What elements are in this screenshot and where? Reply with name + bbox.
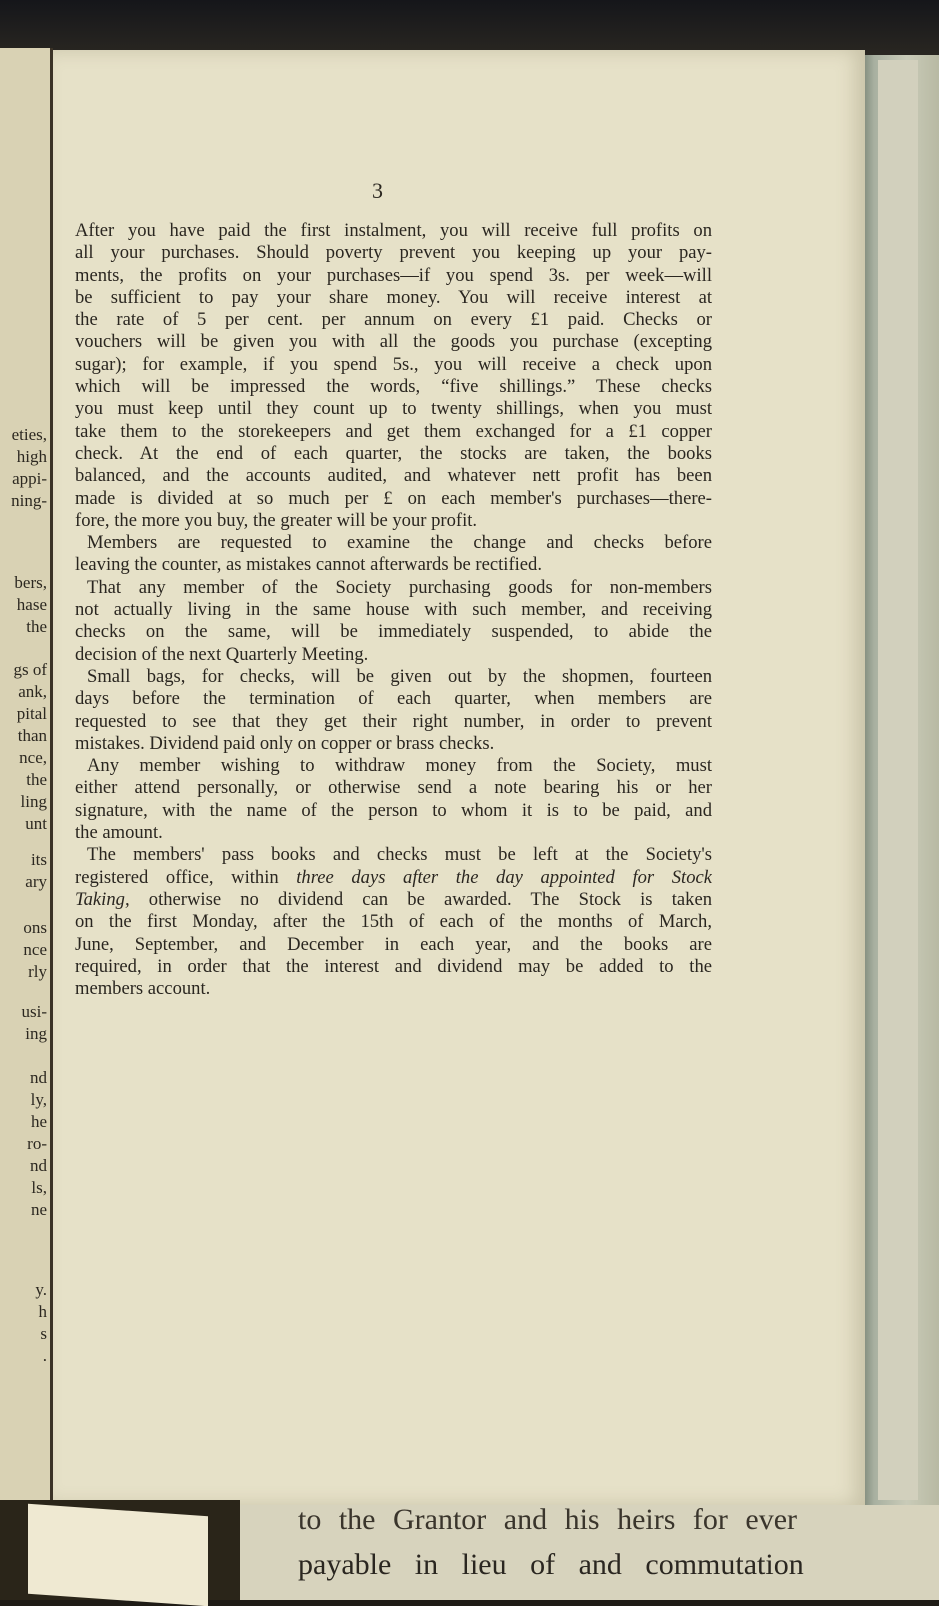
- left-page-fragment: h: [38, 1302, 47, 1321]
- text-segment: all your purchases. Should poverty prevent you keeping up your pay-: [75, 242, 712, 264]
- left-page-fragment: ls,: [31, 1178, 47, 1197]
- text-line: [75, 666, 712, 688]
- left-page-fragment: ank,: [18, 682, 47, 701]
- left-page-fragment: ary: [25, 872, 47, 891]
- text-line: [75, 465, 712, 487]
- text-segment: the rate of 5 per cent. per annum on every £1 paid. Checks or: [75, 309, 712, 331]
- text-line: [75, 777, 712, 799]
- left-page-fragment: .: [42, 1346, 47, 1365]
- text-segment: take them to the storekeepers and get them exchanged for a £1 copper: [75, 420, 712, 442]
- left-page-fragment: nce: [23, 940, 47, 959]
- left-page-fragment: bers,: [14, 573, 47, 592]
- text-line: [75, 934, 712, 956]
- left-page-fragment: nd: [30, 1068, 47, 1087]
- text-segment: checks on the same, will be immediately suspended, to abide the: [75, 621, 712, 643]
- text-line: [75, 621, 712, 643]
- text-line: [75, 911, 712, 933]
- left-page-fragment: ro-: [27, 1134, 47, 1153]
- text-line: [75, 287, 712, 309]
- left-page-fragment: high: [16, 447, 47, 466]
- text-line: [75, 510, 712, 532]
- text-line: [75, 331, 712, 353]
- text-line: [75, 265, 712, 287]
- text-segment: members account.: [75, 978, 211, 1000]
- text-line: [75, 822, 712, 844]
- text-segment: on the first Monday, after the 15th of each of the months of March,: [75, 911, 712, 933]
- text-segment: The members' pass books and checks must be left at the Society's: [87, 844, 712, 866]
- text-segment: check. At the end of each quarter, the stocks are taken, the books: [75, 442, 712, 464]
- text-segment: made is divided at so much per £ on each member's purchases—there-: [75, 487, 712, 509]
- underlying-page-line-2: payable in lieu of and commutation: [298, 1548, 804, 1581]
- left-page-fragment: its: [30, 850, 47, 869]
- text-segment: Small bags, for checks, will be given out by the shopmen, fourteen: [87, 665, 712, 687]
- text-segment: balanced, and the accounts audited, and whatever nett profit has been: [75, 465, 712, 487]
- text-segment: the amount.: [75, 822, 163, 844]
- text-line: [75, 488, 712, 510]
- right-page-edge-inner: [878, 60, 918, 1500]
- text-segment: otherwise no dividend can be awarded. The Stock is taken: [129, 888, 712, 910]
- text-line: [75, 398, 712, 420]
- left-facing-page: [0, 48, 53, 1518]
- italic-text: three days after the day appointed for Stock: [296, 866, 712, 888]
- text-line: [75, 376, 712, 398]
- text-segment: either attend personally, or otherwise send a note bearing his or her: [75, 777, 712, 799]
- text-line: [75, 956, 712, 978]
- left-page-fragment: nd: [30, 1156, 47, 1175]
- text-segment: June, September, and December in each year, and the books are: [75, 933, 712, 955]
- left-page-fragment: hase: [16, 595, 47, 614]
- left-page-fragment: ling: [20, 792, 47, 811]
- paper-slip: [28, 1504, 208, 1606]
- text-line: [75, 309, 712, 331]
- text-segment: not actually living in the same house with such member, and receiving: [75, 599, 712, 621]
- text-line: [75, 421, 712, 443]
- left-page-fragment: nce,: [19, 748, 47, 767]
- text-line: [75, 755, 712, 777]
- text-segment: Members are requested to examine the change and checks before: [87, 532, 712, 554]
- text-line: [75, 800, 712, 822]
- text-line: [75, 867, 712, 889]
- text-segment: which will be impressed the words, “five shillings.” These checks: [75, 376, 712, 398]
- left-page-fragment: gs of: [13, 660, 47, 679]
- text-segment: requested to see that they get their right number, in order to prevent: [75, 710, 712, 732]
- text-segment: That any member of the Society purchasing goods for non-members: [87, 576, 712, 598]
- left-page-fragment: eties,: [11, 425, 47, 444]
- left-page-fragment: pital: [16, 704, 47, 723]
- left-page-fragment: he: [30, 1112, 47, 1131]
- left-page-fragment: the: [26, 617, 47, 636]
- text-line: [75, 242, 712, 264]
- left-page-fragment: ons: [23, 918, 47, 937]
- text-segment: ments, the profits on your purchases—if you spend 3s. per week—will: [75, 264, 712, 286]
- text-segment: you must keep until they count up to twenty shillings, when you must: [75, 398, 712, 420]
- text-segment: signature, with the name of the person to whom it is to be paid, and: [75, 799, 712, 821]
- left-page-fragment: rly: [28, 962, 47, 981]
- left-page-fragment: s: [40, 1324, 47, 1343]
- text-segment: be sufficient to pay your share money. You will receive interest at: [75, 286, 712, 308]
- left-page-fragment: appi-: [12, 469, 47, 488]
- text-line: [75, 688, 712, 710]
- text-line: [75, 577, 712, 599]
- text-line: [75, 844, 712, 866]
- left-page-fragment: ne: [30, 1200, 47, 1219]
- text-segment: vouchers will be given you with all the goods you purchase (excepting: [75, 331, 712, 353]
- text-line: [75, 889, 712, 911]
- text-line: [75, 644, 712, 666]
- text-segment: Any member wishing to withdraw money from the Society, must: [87, 755, 712, 777]
- left-page-fragment: ly,: [30, 1090, 47, 1109]
- text-line: [75, 532, 712, 554]
- underlying-page-line-1: to the Grantor and his heirs for ever: [298, 1503, 798, 1536]
- left-page-fragment: ing: [25, 1024, 47, 1043]
- text-segment: sugar); for example, if you spend 5s., you will receive a check upon: [75, 353, 712, 375]
- page-number: 3: [372, 178, 383, 203]
- left-page-fragment: unt: [25, 814, 47, 833]
- text-segment: registered office, within: [75, 866, 297, 888]
- left-page-fragment: the: [26, 770, 47, 789]
- text-segment: After you have paid the first instalment, you will receive full profits on: [75, 220, 712, 241]
- text-line: [75, 554, 712, 576]
- text-line: [75, 220, 712, 242]
- text-line: [75, 711, 712, 733]
- left-page-fragment: y.: [35, 1280, 47, 1299]
- text-segment: fore, the more you buy, the greater will be your profit.: [75, 509, 478, 531]
- text-segment: mistakes. Dividend paid only on copper or brass checks.: [75, 732, 495, 754]
- left-page-fragment: usi-: [21, 1002, 47, 1021]
- text-line: [75, 733, 712, 755]
- text-segment: decision of the next Quarterly Meeting.: [75, 643, 369, 665]
- italic-text: Taking,: [75, 888, 130, 910]
- text-line: [75, 443, 712, 465]
- text-line: [75, 978, 712, 1000]
- text-line: [75, 354, 712, 376]
- text-segment: required, in order that the interest and dividend may be added to the: [75, 955, 712, 977]
- body-text: [75, 220, 712, 1000]
- text-line: [75, 599, 712, 621]
- text-segment: days before the termination of each quarter, when members are: [75, 688, 712, 710]
- text-segment: leaving the counter, as mistakes cannot afterwards be rectified.: [75, 554, 543, 576]
- left-page-fragment: ning-: [11, 491, 47, 510]
- left-page-fragment: than: [17, 726, 47, 745]
